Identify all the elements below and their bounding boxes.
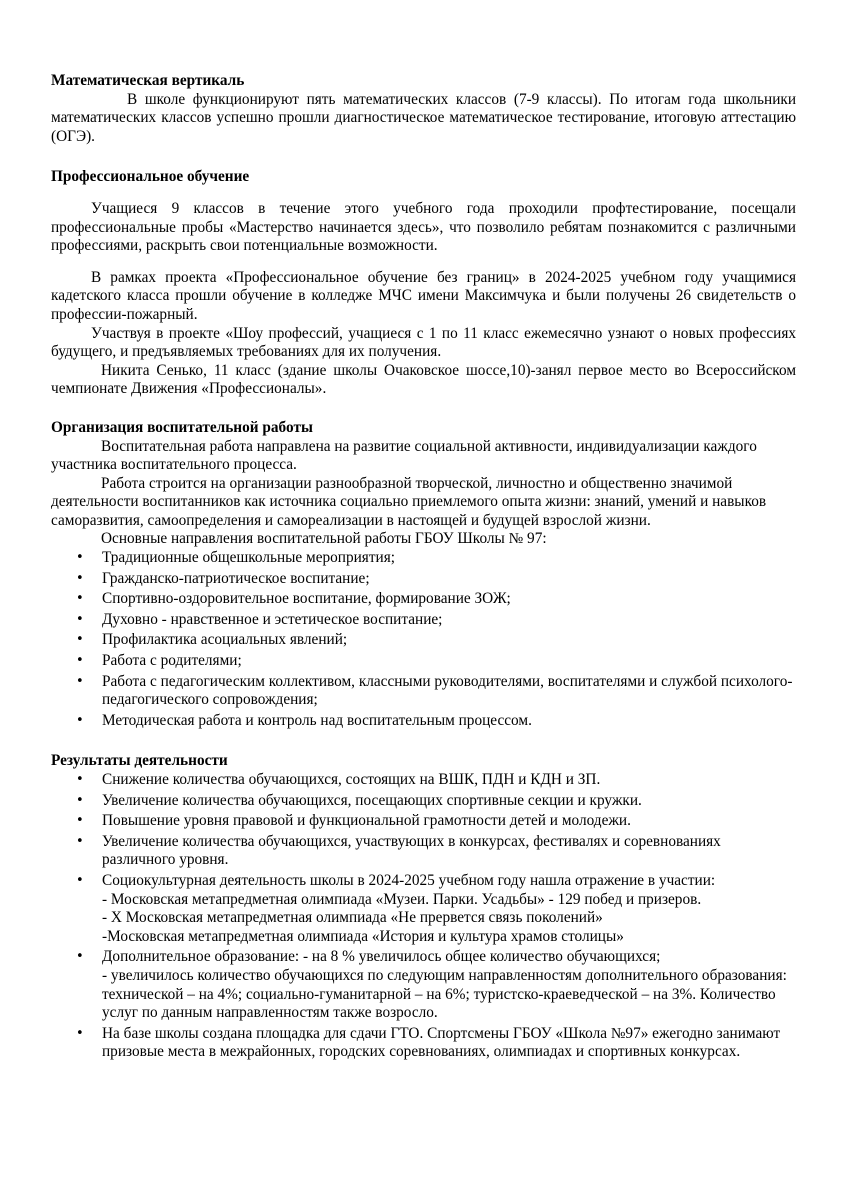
socio-line-3: -Московская метапредметная олимпиада «История и культура храмов столицы» — [102, 927, 624, 945]
prof-paragraph-1: Учащиеся 9 классов в течение этого учебного года проходили профтестирование, посещали профессиональные пробы «Мастерство начинается здесь», что позволило ребятам познакомится с различными профессиями, раскрыть свои потенциальные возможности. — [51, 199, 796, 255]
list-item: • Традиционные общешкольные мероприятия; — [51, 549, 796, 568]
list-item: • Работа с родителями; — [51, 652, 796, 671]
results-list — [51, 771, 796, 1062]
list-item-addl-education — [51, 948, 796, 1022]
prof-heading: Профессиональное обучение — [51, 168, 250, 186]
socio-lead: • Социокультурная деятельность школы в 2024-2025 учебном году нашла отражение в участии: — [102, 871, 716, 889]
addl-rest: - увеличилось количество обучающихся по следующим направленностям дополнительного образования: технической – на 4%; социально-гуманитарной – на 6%; туристско-краеведческой – на 3%. Количество услуг по данным направленностям также возросло. — [102, 966, 787, 1022]
list-item-socio — [51, 872, 796, 946]
addl-lead: • Дополнительное образование: - на 8 % увеличилось общее количество обучающихся; — [102, 948, 661, 966]
math-paragraph: В школе функционируют пять математических классов (7-9 классы). По итогам года школьники математических классов успешно прошли диагностическое математическое тестирование, итоговую аттестацию (ОГЭ). — [51, 90, 796, 145]
prof-paragraph-4: Никита Сенько, 11 класс (здание школы Очаковское шоссе,10)-занял первое место во Всероссийском чемпионате Движения «Профессионалы». — [51, 361, 796, 398]
list-item: • Работа с педагогическим коллективом, классными руководителями, воспитателями и службой психолого-педагогического сопровождения; — [51, 673, 796, 710]
results-heading: Результаты деятельности — [51, 752, 228, 770]
edu-heading: Организация воспитательной работы — [51, 418, 313, 436]
list-item-gto: • На базе школы создана площадка для сдачи ГТО. Спортсмены ГБОУ «Школа №97» ежегодно занимают призовые места в межрайонных, городских соревнованиях, олимпиадах и спортивных конкурсах. — [51, 1025, 796, 1062]
prof-paragraph-2: В рамках проекта «Профессиональное обучение без границ» в 2024-2025 учебном году учащимися кадетского класса прошли обучение в колледже МЧС имени Максимчука и были получены 26 свидетельств о профессии-пожарный. — [51, 268, 796, 323]
list-item: • Методическая работа и контроль над воспитательным процессом. — [51, 712, 796, 731]
list-item: • Снижение количества обучающихся, состоящих на ВШК, ПДН и КДН и ЗП. — [51, 771, 796, 790]
socio-line-1: - Московская метапредметная олимпиада «Музеи. Парки. Усадьбы» - 129 побед и призеров. — [102, 890, 702, 908]
list-item: • Увеличение количества обучающихся, посещающих спортивные секции и кружки. — [51, 792, 796, 811]
edu-paragraph-2: Работа строится на организации разнообразной творческой, личностно и общественно значимой деятельности воспитанников как источника социально приемлемого опыта жизни: знаний, умений и навыков саморазвития, самоопределения и самореализации в настоящей и будущей взрослой жизни. — [51, 474, 767, 529]
socio-line-2: - X Московская метапредметная олимпиада «Не прервется связь поколений» — [102, 909, 603, 927]
math-heading: Математическая вертикаль — [51, 72, 245, 89]
list-item: • Гражданско-патриотическое воспитание; — [51, 570, 796, 589]
list-item: • Профилактика асоциальных явлений; — [51, 631, 796, 650]
prof-paragraph-3: Участвуя в проекте «Шоу профессий, учащиеся с 1 по 11 класс ежемесячно узнают о новых профессиях будущего, и предъявляемых требованиях для их получения. — [51, 324, 796, 361]
list-item: • Повышение уровня правовой и функциональной грамотности детей и молодежи. — [51, 812, 796, 831]
edu-paragraph-3: Основные направления воспитательной работы ГБОУ Школы № 97: — [101, 530, 547, 548]
document-page — [51, 72, 796, 1064]
edu-directions-list — [51, 549, 796, 730]
list-item: • Увеличение количества обучающихся, участвующих в конкурсах, фестивалях и соревнованиях различного уровня. — [51, 833, 796, 870]
edu-paragraph-1: Воспитательная работа направлена на развитие социальной активности, индивидуализации каждого участника воспитательного процесса. — [51, 437, 757, 474]
list-item: • Спортивно-оздоровительное воспитание, формирование ЗОЖ; — [51, 590, 796, 609]
list-item: • Духовно - нравственное и эстетическое воспитание; — [51, 611, 796, 630]
